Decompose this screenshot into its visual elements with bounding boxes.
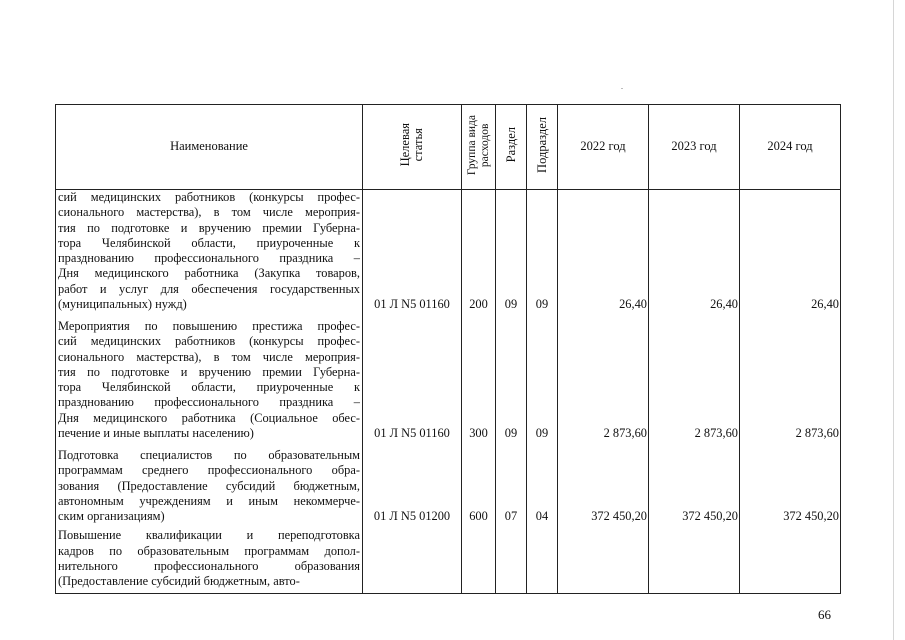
row-name-line: тора Челябинской области, приуроченные к: [58, 235, 360, 250]
row-amount-2023-value: [649, 574, 738, 589]
row-expense-group-value: 300: [469, 426, 488, 441]
table-row: [56, 319, 841, 448]
row-expense-group-cell: [462, 528, 496, 593]
row-section-value: [496, 574, 526, 589]
row-amount-2024-cell: [740, 448, 841, 529]
row-target-article-cell: [363, 190, 462, 319]
row-name-line: Повышение квалификации и переподготовка: [58, 528, 360, 543]
row-section-cell: [496, 319, 527, 448]
header-2024: 2024 год: [740, 105, 841, 190]
row-amount-2023-cell: [649, 319, 740, 448]
row-amount-2022-cell: [558, 190, 649, 319]
row-amount-2023-value: 26,40: [710, 297, 738, 312]
header-expense-group-text: Группа вида расходов: [465, 114, 491, 175]
row-amount-2024-cell: [740, 319, 841, 448]
row-amount-2023-cell: [649, 190, 740, 319]
row-amount-2024-cell: [740, 190, 841, 319]
row-name-line: автономным учреждениям и иным некоммерче-: [58, 493, 360, 508]
row-name-line: нительного профессионального образования: [58, 559, 360, 574]
scan-edge-line: [893, 0, 894, 640]
row-amount-2024-cell: [740, 528, 841, 593]
row-subsection-value: [527, 574, 557, 589]
table-row: [56, 528, 841, 593]
row-amount-2022-cell: [558, 528, 649, 593]
row-amount-2022-value: [558, 574, 647, 589]
row-target-article-value: 01 Л N5 01160: [374, 426, 450, 441]
row-amount-2023-value: 372 450,20: [682, 509, 738, 524]
row-expense-group-value: [462, 574, 495, 589]
table-body: [56, 190, 841, 594]
row-target-article-value: 01 Л N5 01200: [373, 509, 451, 524]
row-amount-2023-cell: [649, 448, 740, 529]
row-name-line: сий медицинских работников (конкурсы профес-: [58, 190, 360, 204]
row-name-line: программам среднего профессионального обра-: [58, 463, 360, 478]
row-name-line: Дня медицинского работника (Социальное обес-: [58, 410, 360, 425]
row-expense-group-cell: [462, 448, 496, 529]
row-section-cell: [496, 448, 527, 529]
row-name-line: зования (Предоставление субсидий бюджетным,: [58, 478, 360, 493]
header-section-text: Раздел: [503, 127, 518, 163]
row-amount-2022-value: 2 873,60: [603, 426, 647, 441]
row-name-cell: [56, 319, 363, 448]
budget-table: [55, 104, 841, 594]
row-target-article-cell: [363, 448, 462, 529]
row-section-cell: [496, 528, 527, 593]
row-name-line: празднованию профессионального праздника –: [58, 251, 360, 266]
header-expense-group: [462, 105, 496, 190]
header-section: [496, 105, 527, 190]
row-expense-group-cell: [462, 190, 496, 319]
row-name-line: сионального мастерства), в том числе мероприя-: [58, 205, 360, 220]
row-amount-2024-value: 2 873,60: [795, 426, 839, 441]
row-section-value: 09: [504, 297, 518, 312]
row-subsection-cell: [527, 528, 558, 593]
row-section-cell: [496, 190, 527, 319]
header-target-article: [363, 105, 462, 190]
row-name-cell: [56, 190, 363, 319]
table-row: [56, 190, 841, 319]
row-subsection-cell: [527, 319, 558, 448]
row-name-line: кадров по образовательным программам допол-: [58, 543, 360, 558]
row-name-line: тора Челябинской области, приуроченные к: [58, 380, 360, 395]
row-name-line: Подготовка специалистов по образовательным: [58, 447, 360, 462]
row-subsection-value: 09: [535, 426, 549, 441]
row-section-value: 09: [504, 426, 518, 441]
table-row: [56, 448, 841, 529]
row-name-line: сионального мастерства), в том числе мероприя-: [58, 349, 360, 364]
header-target-article-text: Целевая статья: [398, 123, 425, 167]
row-section-value: 07: [504, 509, 518, 524]
row-target-article-value: [363, 574, 461, 589]
header-subsection: [527, 105, 558, 190]
row-amount-2024-value: 372 450,20: [783, 509, 839, 524]
row-amount-2023-value: 2 873,60: [694, 426, 738, 441]
row-amount-2022-value: 26,40: [619, 297, 647, 312]
row-name-cell: [56, 448, 363, 529]
header-2023: 2023 год: [649, 105, 740, 190]
header-name: Наименование: [56, 105, 363, 190]
header-subsection-text: Подраздел: [534, 116, 549, 173]
row-subsection-value: 04: [535, 509, 549, 524]
row-subsection-value: 09: [535, 297, 549, 312]
scan-dot: [621, 88, 623, 89]
row-amount-2024-value: 26,40: [811, 297, 839, 312]
row-name-line: печение и иные выплаты населению): [58, 426, 254, 441]
row-target-article-cell: [363, 319, 462, 448]
row-amount-2024-value: [740, 574, 839, 589]
row-expense-group-cell: [462, 319, 496, 448]
row-name-cell: [56, 528, 363, 593]
row-name-line: (Предоставление субсидий бюджетным, авто-: [58, 574, 300, 589]
page-number: 66: [818, 607, 831, 622]
table-header-row: [56, 105, 841, 190]
row-expense-group-value: 600: [469, 509, 488, 524]
row-name-line: празднованию профессионального праздника –: [58, 395, 360, 410]
row-amount-2023-cell: [649, 528, 740, 593]
row-name-line: Дня медицинского работника (Закупка товаров,: [58, 266, 360, 281]
row-name-line: Мероприятия по повышению престижа профес-: [58, 318, 360, 333]
row-subsection-cell: [527, 190, 558, 319]
row-subsection-cell: [527, 448, 558, 529]
row-name-line: работ и услуг для обеспечения государственных: [58, 281, 360, 296]
row-name-line: тия по подготовке и вручению премии Губерна-: [58, 364, 360, 379]
row-name-line: ским организациям): [58, 509, 165, 524]
row-name-line: (муниципальных) нужд): [58, 297, 187, 312]
row-expense-group-value: 200: [469, 297, 488, 312]
row-target-article-value: 01 Л N5 01160: [374, 297, 450, 312]
row-target-article-cell: [363, 528, 462, 593]
row-amount-2022-cell: [558, 319, 649, 448]
row-name-line: сий медицинских работников (конкурсы профес-: [58, 334, 360, 349]
row-name-line: тия по подготовке и вручению премии Губерна-: [58, 220, 360, 235]
header-2022: 2022 год: [558, 105, 649, 190]
row-amount-2022-value: 372 450,20: [591, 509, 647, 524]
row-amount-2022-cell: [558, 448, 649, 529]
